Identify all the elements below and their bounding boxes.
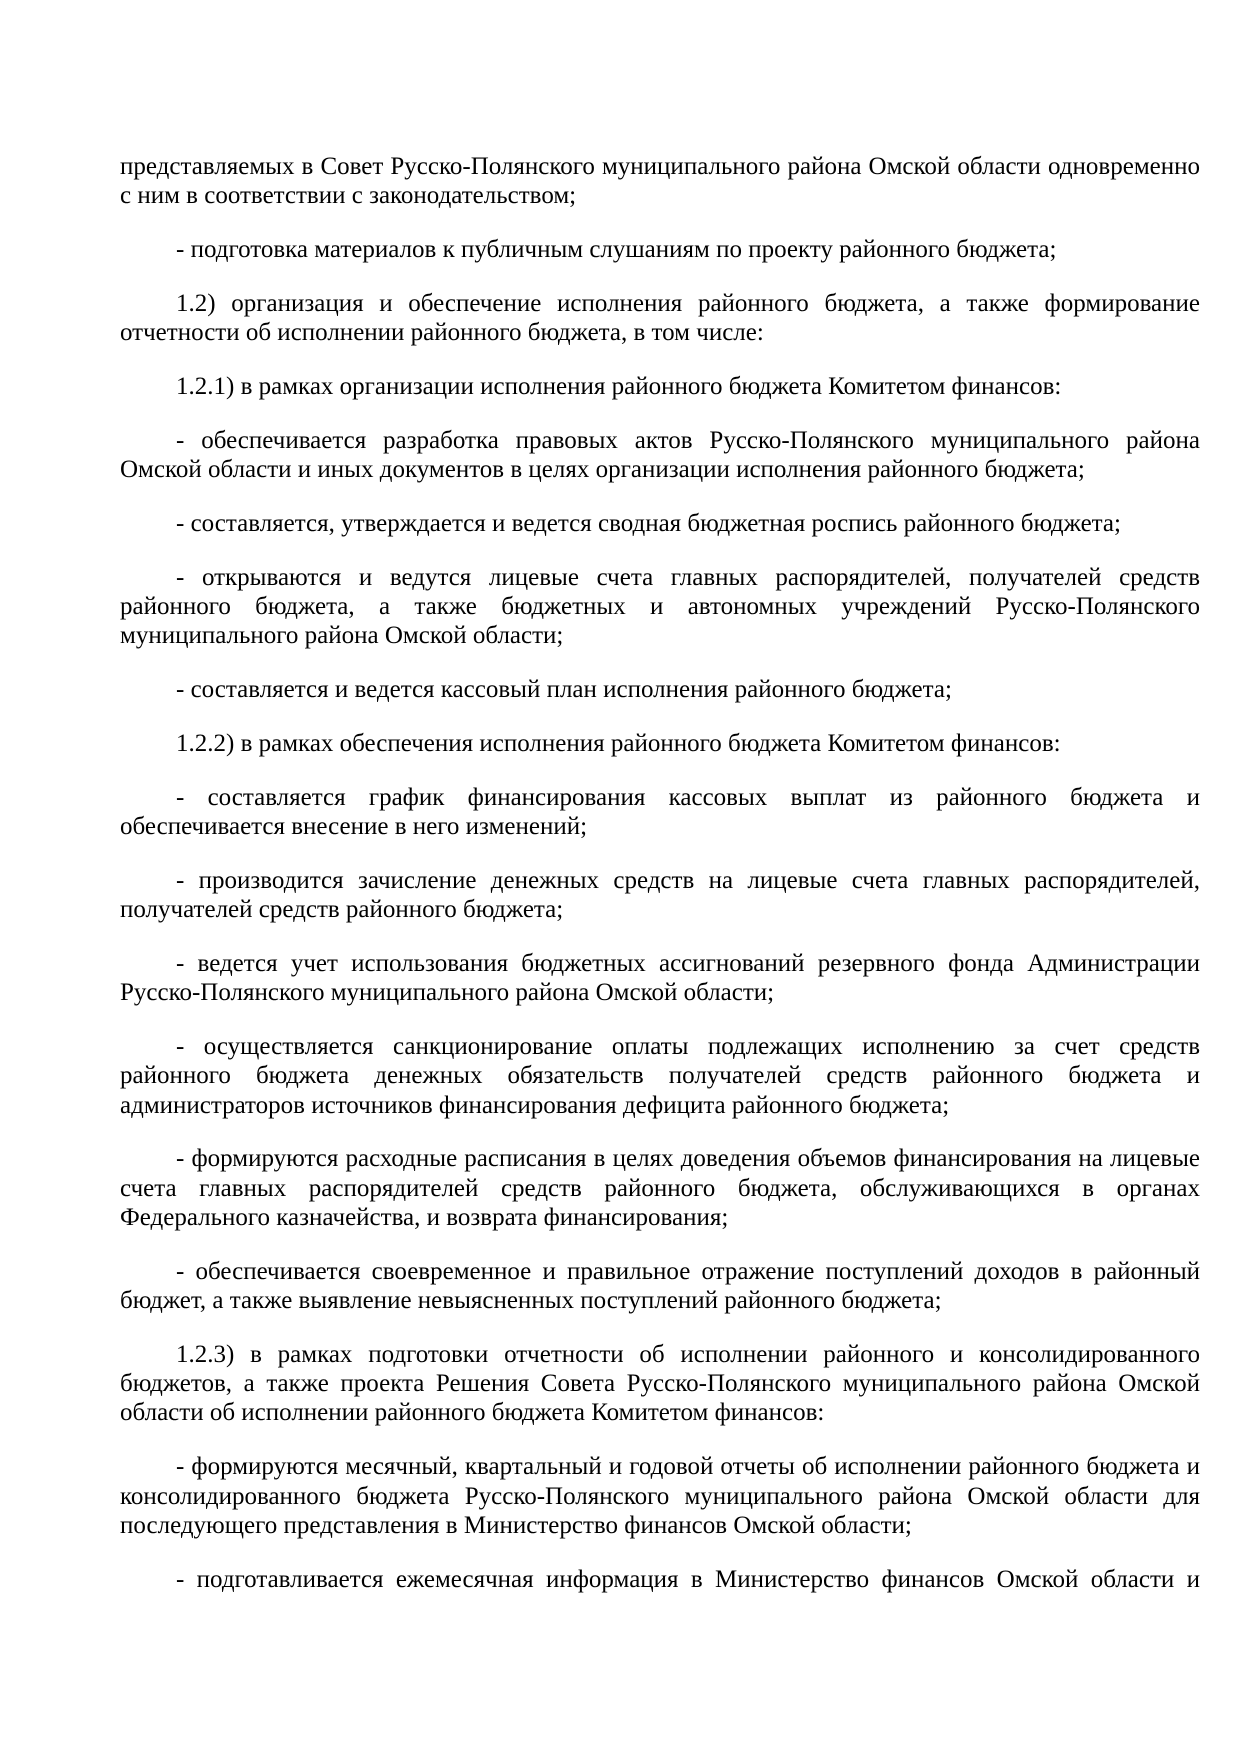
paragraph: 1.2.2) в рамках обеспечения исполнения районного бюджета Комитетом финансов:: [176, 729, 1061, 757]
paragraph: - обеспечивается разработка правовых актов Русско-Полянского муниципального района Омской области и иных документов в целях организации исполнения районного бюджета;: [120, 426, 1200, 484]
paragraph: - подготовка материалов к публичным слушаниям по проекту районного бюджета;: [176, 236, 1057, 264]
paragraph: 1.2.1) в рамках организации исполнения районного бюджета Комитетом финансов:: [176, 372, 1062, 400]
paragraph-continuation: представляемых в Совет Русско-Полянского муниципального района Омской области одновременно с ним в соответствии с законодательством;: [120, 153, 1200, 210]
paragraph: - открываются и ведутся лицевые счета главных распорядителей, получателей средств районного бюджета, а также бюджетных и автономных учреждений Русско-Полянского муниципального района Омской области;: [120, 563, 1200, 650]
paragraph: - формируются расходные расписания в целях доведения объемов финансирования на лицевые счета главных распорядителей средств районного бюджета, обслуживающихся в органах Федерального казначейства, и возврата финансирования;: [120, 1145, 1200, 1231]
paragraph: - осуществляется санкционирование оплаты подлежащих исполнению за счет средств районного бюджета денежных обязательств получателей средств районного бюджета и администраторов источников финансирования дефицита районного бюджета;: [120, 1032, 1200, 1119]
paragraph: - формируются месячный, квартальный и годовой отчеты об исполнении районного бюджета и консолидированного бюджета Русско-Полянского муниципального района Омской области для последующего представления в Министерство финансов Омской области;: [120, 1453, 1200, 1539]
paragraph: 1.2.3) в рамках подготовки отчетности об исполнении районного и консолидированного бюджетов, а также проекта Решения Совета Русско-Полянского муниципального района Омской области об исполнении районного бюджета Комитетом финансов:: [120, 1340, 1200, 1427]
paragraph: - составляется, утверждается и ведется сводная бюджетная роспись районного бюджета;: [176, 509, 1121, 537]
paragraph: - обеспечивается своевременное и правильное отражение поступлений доходов в районный бюджет, а также выявление невыясненных поступлений районного бюджета;: [120, 1257, 1200, 1315]
paragraph: - составляется график финансирования кассовых выплат из районного бюджета и обеспечивается внесение в него изменений;: [120, 783, 1200, 840]
document-page: [120, 152, 1200, 1618]
paragraph-continues-next-page: - подготавливается ежемесячная информация в Министерство финансов Омской области и: [176, 1565, 1200, 1593]
paragraph: - ведется учет использования бюджетных ассигнований резервного фонда Администрации Русско-Полянского муниципального района Омской области;: [120, 949, 1200, 1007]
paragraph: - составляется и ведется кассовый план исполнения районного бюджета;: [176, 676, 952, 704]
paragraph: - производится зачисление денежных средств на лицевые счета главных распорядителей, получателей средств районного бюджета;: [120, 866, 1200, 924]
paragraph: 1.2) организация и обеспечение исполнения районного бюджета, а также формирование отчетности об исполнении районного бюджета, в том числе:: [120, 289, 1200, 347]
